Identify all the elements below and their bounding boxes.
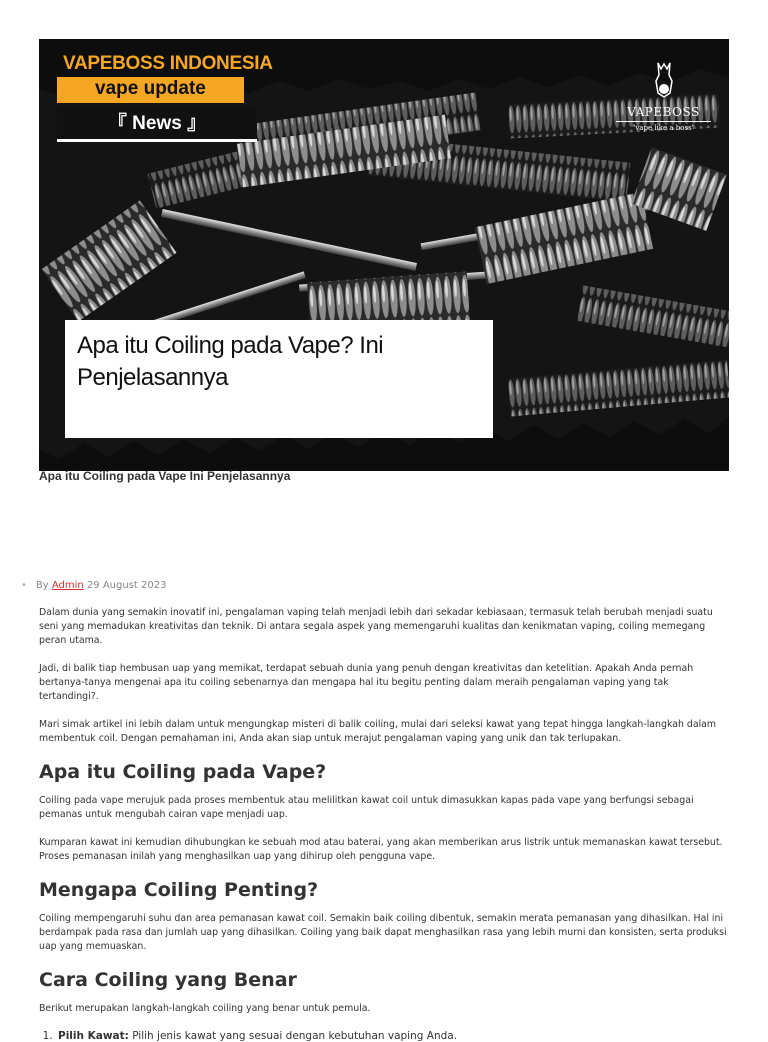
- heading-what-is-coiling: Apa itu Coiling pada Vape?: [39, 761, 327, 783]
- boss-mascot-icon: [644, 59, 684, 99]
- paragraph: Mari simak artikel ini lebih dalam untuk mengungkap misteri di balik coiling, mulai dari seleksi kawat yang tepat hingga langkah-langkah dalam membentuk coil. Dengan pemahaman ini, Anda akan siap untuk merajut pengalaman vaping yang unik dan tak terlupakan.: [39, 719, 717, 744]
- post-meta: [21, 580, 166, 591]
- paragraph: Coiling pada vape merujuk pada proses membentuk atau melilitkan kawat coil untuk dimasukkan kapas pada vape yang berfungsi sebagai pemanas untuk mengubah cairan vape menjadi uap.: [39, 795, 694, 820]
- brand-tag: vape update: [57, 77, 244, 103]
- image-caption: Apa itu Coiling pada Vape Ini Penjelasannya: [39, 469, 291, 483]
- bullet-icon: •: [21, 580, 27, 591]
- article-body: [39, 606, 729, 1042]
- paragraph: Kumparan kawat ini kemudian dihubungkan ke sebuah mod atau baterai, yang akan memberikan arus listrik untuk memanaskan kawat tersebut. Proses pemanasan inilah yang menghasilkan uap yang dihirup oleh pengguna vape.: [39, 837, 723, 862]
- step-label: Pilih Kawat:: [58, 1030, 129, 1042]
- paragraph: Berikut merupakan langkah-langkah coiling yang benar untuk pemula.: [39, 1003, 371, 1014]
- paragraph: Dalam dunia yang semakin inovatif ini, pengalaman vaping telah menjadi lebih dari sekadar kebiasaan, termasuk telah berubah menjadi suatu seni yang memadukan kreativitas dan teknik. Di antara segala aspek yang memengaruhi kualitas dan kenikmatan vaping, coiling memegang peran utama.: [39, 607, 713, 646]
- heading-how-to-coil: Cara Coiling yang Benar: [39, 969, 297, 991]
- list-item: [56, 1030, 729, 1042]
- logo-tagline: "vape like a boss": [632, 124, 695, 132]
- steps-list: [39, 1030, 729, 1042]
- brand-banner: [57, 53, 273, 142]
- heading-why-coiling: Mengapa Coiling Penting?: [39, 879, 319, 901]
- post-date: 29 August 2023: [86, 580, 167, 591]
- paragraph: Coiling mempengaruhi suhu dan area pemanasan kawat coil. Semakin baik coiling dibentuk, semakin merata pemanasan yang dihasilkan. Hal ini berdampak pada rasa dan jumlah uap yang dihasilkan. Coiling yang baik dapat menghasilkan rasa yang lebih murni dan konsisten, serta produksi uap yang memuaskan.: [39, 913, 727, 952]
- logo-title: VAPEBOSS: [616, 105, 711, 122]
- meta-by: By: [35, 580, 49, 591]
- hero-title: Apa itu Coiling pada Vape? Ini Penjelasannya: [77, 332, 384, 391]
- brand-name: VAPEBOSS INDONESIA: [63, 53, 273, 74]
- brand-news-label: 『 News 』: [57, 106, 257, 142]
- hero-image: [39, 39, 729, 471]
- hero-title-card: [65, 320, 493, 438]
- vapeboss-logo: [616, 59, 711, 132]
- paragraph: Jadi, di balik tiap hembusan uap yang memikat, terdapat sebuah dunia yang penuh dengan kreativitas dan ketelitian. Apakah Anda pernah bertanya-tanya mengenai apa itu coiling sebenarnya dan mengapa hal itu begitu penting dalam meraih pengalaman vaping yang tak tertandingi?.: [39, 663, 694, 702]
- author-link[interactable]: Admin: [51, 580, 84, 591]
- step-text: Pilih jenis kawat yang sesuai dengan kebutuhan vaping Anda.: [128, 1030, 458, 1042]
